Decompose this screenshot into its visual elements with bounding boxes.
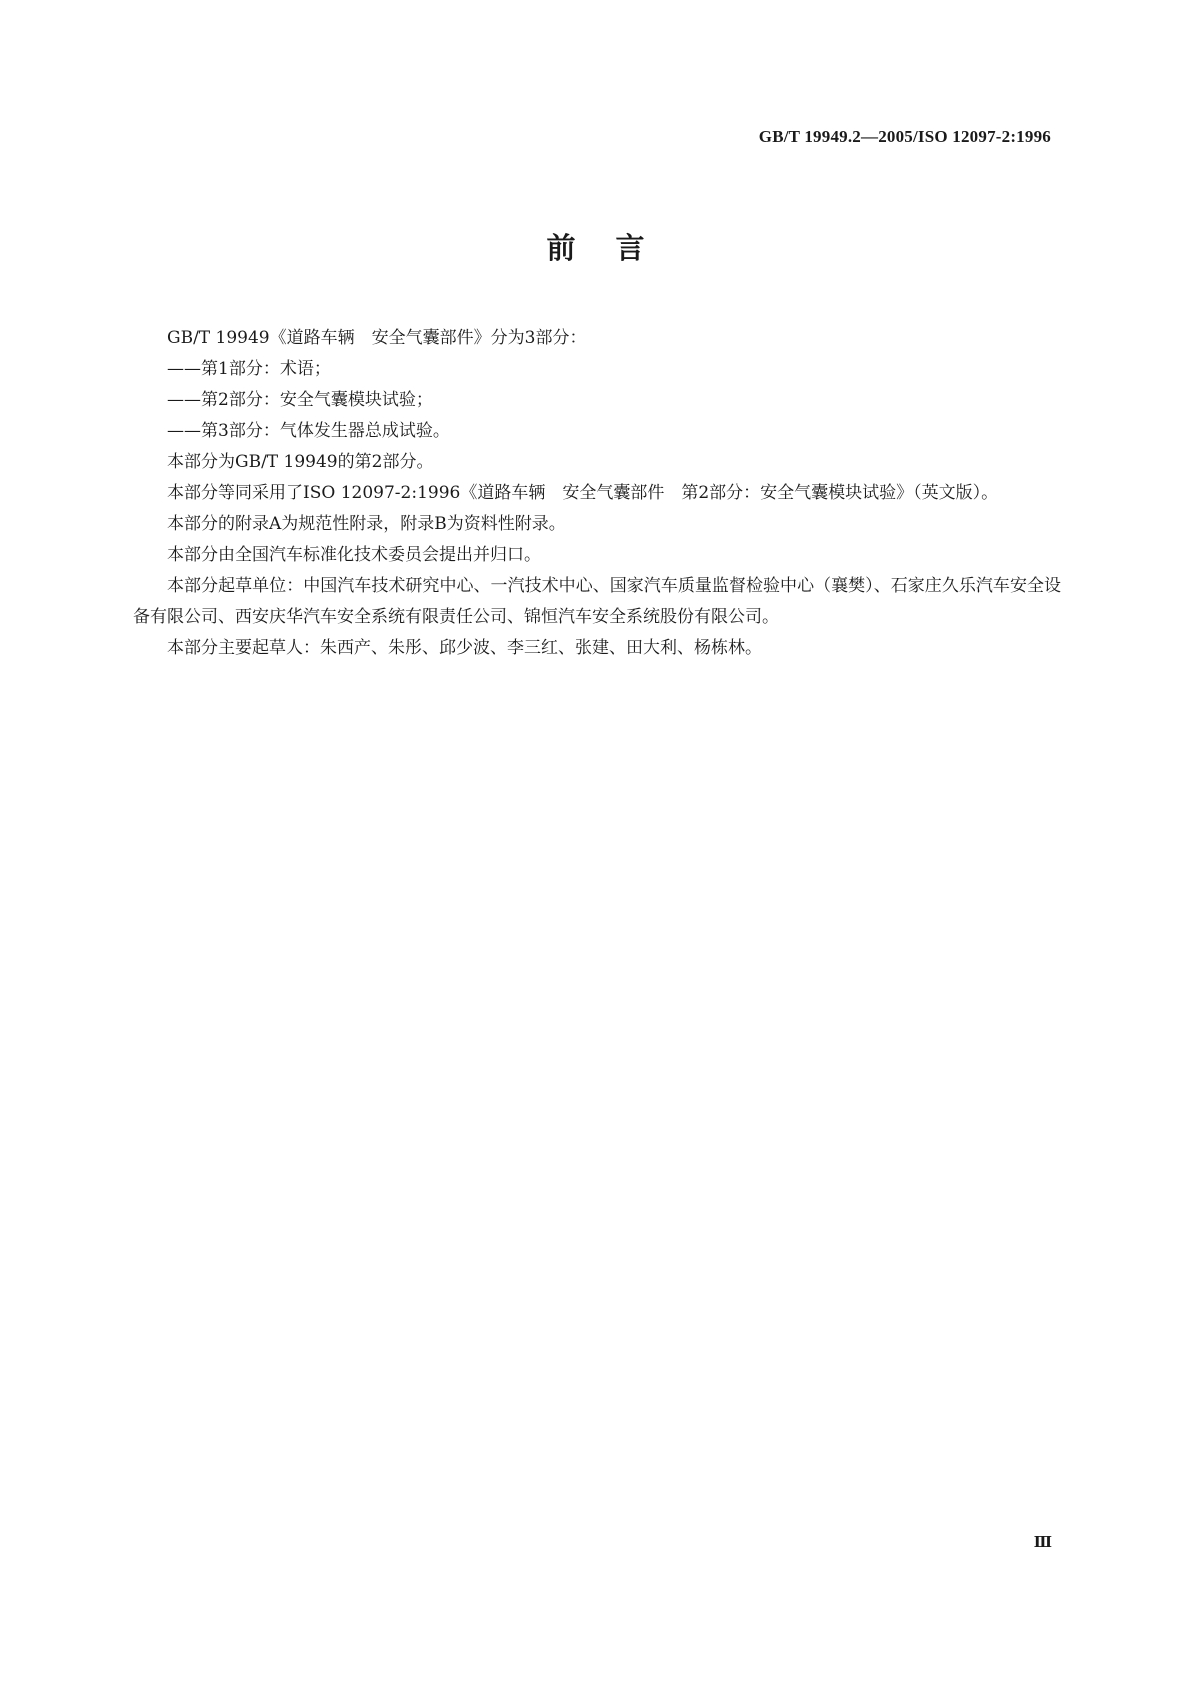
paragraph-proposer: 本部分由全国汽车标准化技术委员会提出并归口。 <box>167 545 541 565</box>
paragraph-this-part: 本部分为GB/T 19949的第2部分。 <box>167 452 434 472</box>
standard-number-header: GB/T 19949.2—2005/ISO 12097-2:1996 <box>758 127 1051 146</box>
list-item-part-2: ——第2部分：安全气囊模块试验； <box>167 390 433 410</box>
paragraph-drafting-units: 本部分起草单位：中国汽车技术研究中心、一汽技术中心、国家汽车质量监督检验中心（襄樊）、石家庄久乐汽车安全设备有限公司、西安庆华汽车安全系统有限责任公司、锦恒汽车安全系统股份有限公司。 <box>133 576 1061 627</box>
list-item-part-3: ——第3部分：气体发生器总成试验。 <box>167 421 450 441</box>
paragraph-drafters: 本部分主要起草人：朱西产、朱彤、邱少波、李三红、张建、田大利、杨栋林。 <box>167 638 762 658</box>
page-title: 前言 <box>546 231 685 265</box>
list-item-part-1: ——第1部分：术语； <box>167 359 331 379</box>
paragraph-adoption: 本部分等同采用了ISO 12097-2:1996《道路车辆 安全气囊部件 第2部分：安全气囊模块试验》（英文版）。 <box>167 483 999 503</box>
paragraph-annexes: 本部分的附录A为规范性附录，附录B为资料性附录。 <box>167 514 566 534</box>
foreword-body <box>133 323 1061 664</box>
page-number: Ⅲ <box>1033 1535 1052 1551</box>
paragraph-parts-intro: GB/T 19949《道路车辆 安全气囊部件》分为3部分： <box>167 328 587 348</box>
